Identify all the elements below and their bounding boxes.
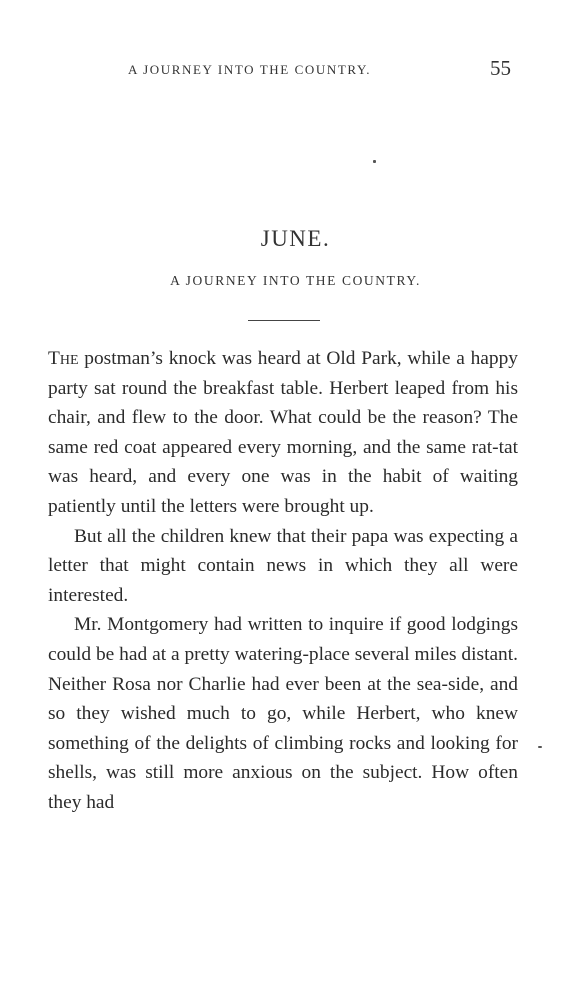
chapter-subtitle: A JOURNEY INTO THE COUNTRY. — [170, 273, 421, 288]
margin-mark — [538, 746, 542, 748]
speck-mark — [373, 160, 376, 163]
divider-rule — [248, 320, 320, 321]
paragraph: But all the children knew that their papa was expecting a letter that might contain news in which they all were interested. — [48, 525, 518, 606]
page-number: 55 — [490, 56, 511, 80]
body-text — [48, 344, 518, 818]
paragraph: Mr. Montgomery had written to inquire if good lodgings could be had at a pretty watering-place several miles distant. Neither Rosa nor Charlie had ever been at the sea-side, and so they wished much to go, while Herbert, who knew something of the delights of climbing rocks and looking for shells, was still more anxious on the subject. How often they had — [48, 614, 518, 813]
chapter-title: JUNE. — [260, 226, 331, 251]
running-head: A JOURNEY INTO THE COUNTRY. — [128, 62, 372, 77]
paragraph — [48, 344, 518, 522]
lead-word: The — [48, 348, 79, 369]
paragraph-text: postman’s knock was heard at Old Park, while a happy party sat round the breakfast table. Herbert leaped from his chair, and flew to the door. What could be the reason? The same red coat appeared every morning, and the same rat-tat was heard, and every one was in the habit of waiting patiently until the letters were brought up. — [48, 348, 518, 517]
